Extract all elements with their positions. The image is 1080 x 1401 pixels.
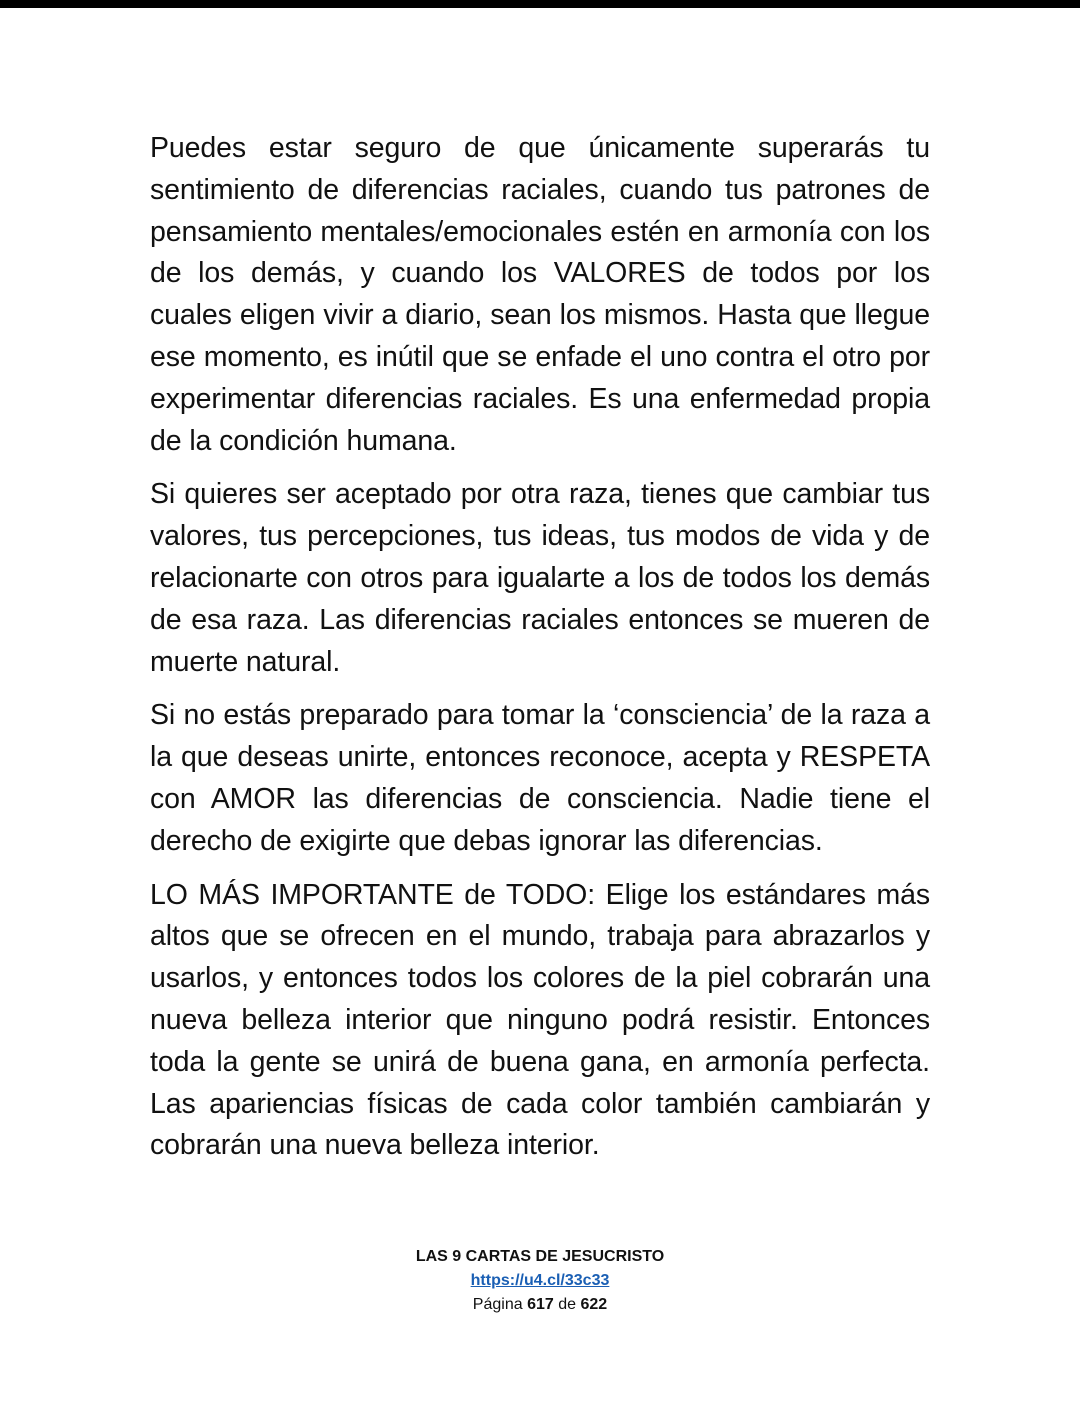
- document-body: [150, 128, 930, 1179]
- book-title: LAS 9 CARTAS DE JESUCRISTO: [415, 1248, 665, 1265]
- paragraph-2: Si quieres ser aceptado por otra raza, tienes que cambiar tus valores, tus percepciones, tus ideas, tus modos de vida y de relacionarte con otros para igualarte a los de todos los demás de esa raza. Las diferencias raciales entonces se mueren de muerte natural.: [150, 478, 930, 678]
- page-total: 622: [580, 1296, 608, 1313]
- page-prefix: Página: [472, 1296, 523, 1313]
- paragraph-1: Puedes estar seguro de que únicamente superarás tu sentimiento de diferencias raciales, cuando tus patrones de pensamiento mentales/emocionales estén en armonía con los de los demás, y cuando los VALORES de todos por los cuales eligen vivir a diario, sean los mismos. Hasta que llegue ese momento, es inútil que se enfade el uno contra el otro por experimentar diferencias raciales. Es una enfermedad propia de la condición humana.: [150, 132, 930, 457]
- page-footer: [0, 1245, 1080, 1317]
- page-number: [0, 1293, 1080, 1317]
- top-border: [0, 0, 1080, 8]
- paragraph-3: Si no estás preparado para tomar la ‘consciencia’ de la raza a la que deseas unirte, entonces reconoce, acepta y RESPETA con AMOR las diferencias de consciencia. Nadie tiene el derecho de exigirte que debas ignorar las diferencias.: [150, 699, 930, 857]
- page-current: 617: [527, 1296, 554, 1313]
- page-of: de: [558, 1296, 577, 1313]
- book-link[interactable]: https://u4.cl/33c33: [470, 1272, 610, 1289]
- paragraph-4: LO MÁS IMPORTANTE de TODO: Elige los estándares más altos que se ofrecen en el mundo, trabaja para abrazarlos y usarlos, y entonces todos los colores de la piel cobrarán una nueva belleza interior que ninguno podrá resistir. Entonces toda la gente se unirá de buena gana, en armonía perfecta. Las apariencias físicas de cada color también cambiarán y cobrarán una nueva belleza interior.: [150, 878, 930, 1162]
